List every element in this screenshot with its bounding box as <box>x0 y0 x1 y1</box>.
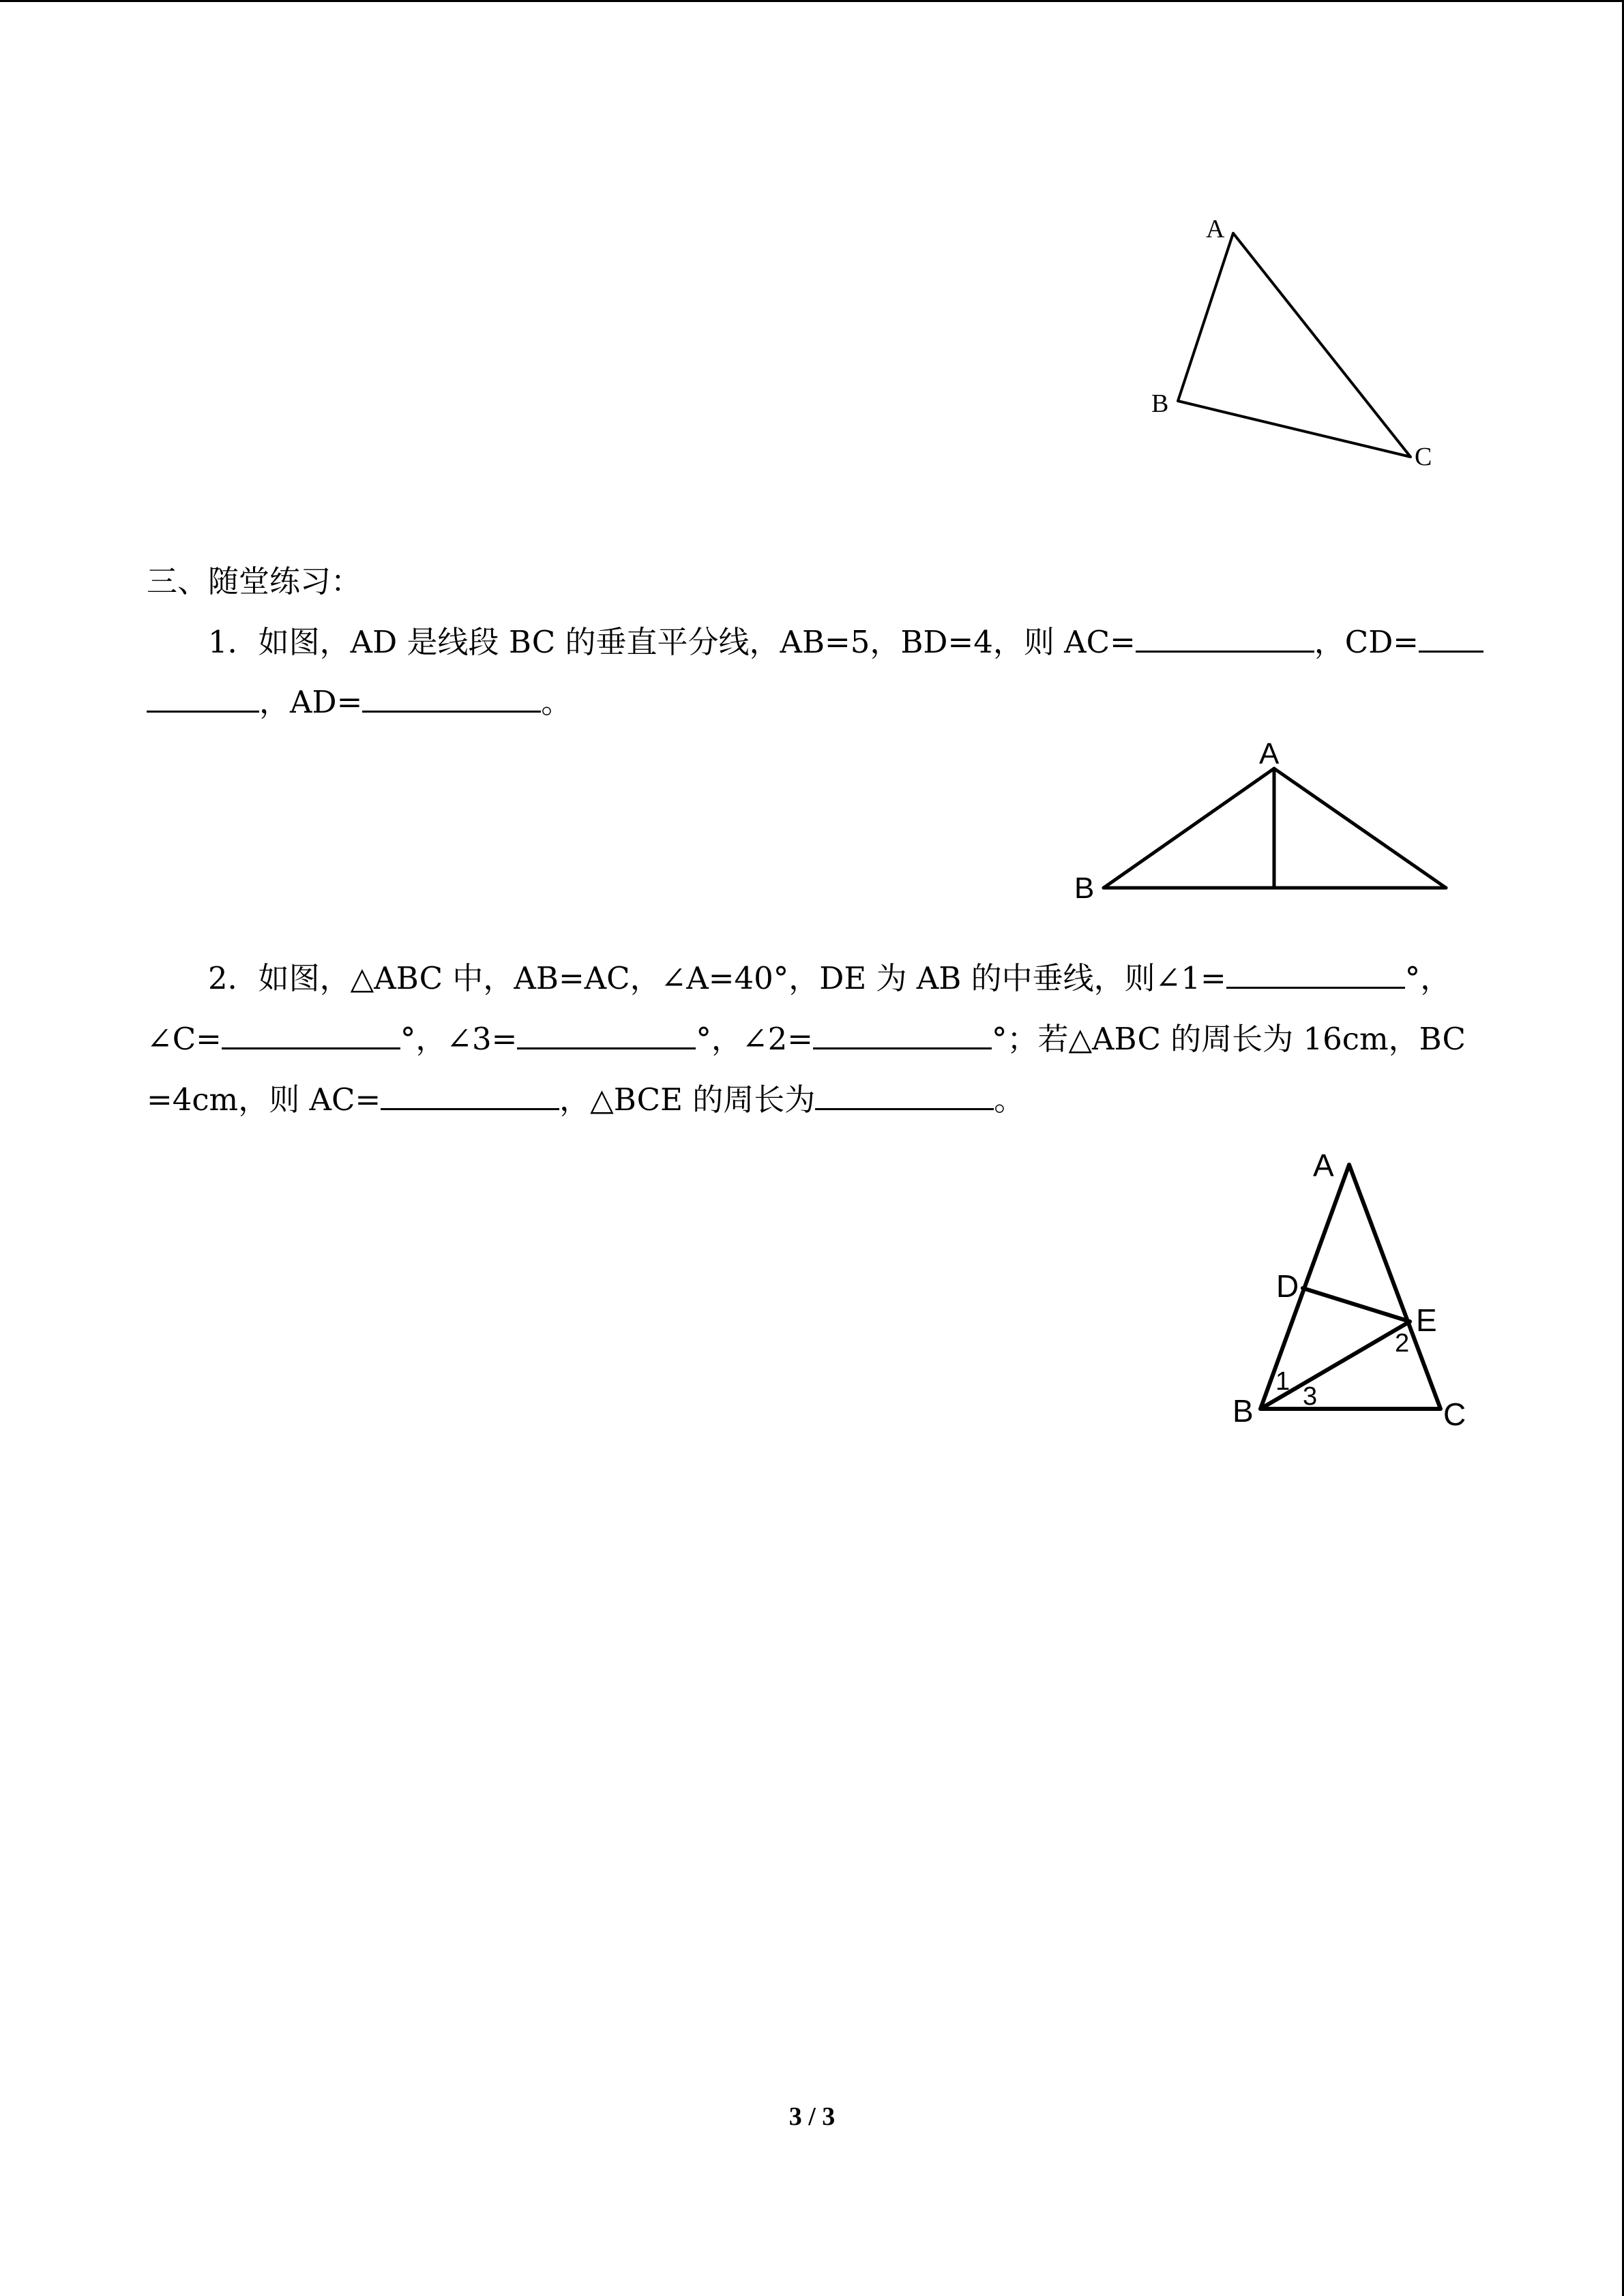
triangle-figure-q1 <box>1064 730 1473 914</box>
triangle-figure-q2 <box>1221 1139 1494 1439</box>
question-2-line-1: 2．如图，△ABC 中，AB=AC，∠A=40°，DE 为 AB 的中垂线，则∠1= °， <box>208 960 1451 996</box>
vertex-label-a: A <box>1259 737 1280 771</box>
angle-label-2: 2 <box>1395 1329 1410 1358</box>
segment-ab <box>1104 769 1274 888</box>
angle-label-3: 3 <box>1303 1382 1318 1411</box>
page-number: 3 / 3 <box>788 2102 836 2131</box>
triangle-figure-top <box>1132 205 1473 491</box>
vertex-label-c: C <box>1443 1397 1466 1432</box>
vertex-label-d: D <box>1276 1268 1299 1304</box>
answer-blank-angle-2[interactable] <box>813 1020 992 1049</box>
answer-blank-ad[interactable] <box>362 683 541 713</box>
page-border-top <box>0 0 1624 2</box>
segment-ac <box>1274 769 1446 888</box>
answer-blank-bce-perimeter[interactable] <box>815 1081 994 1110</box>
vertex-label-b: B <box>1151 389 1169 418</box>
question-1-line-1: 1．如图，AD 是线段 BC 的垂直平分线，AB=5，BD=4，则 AC= ，CD= <box>208 622 1483 663</box>
answer-blank-ac[interactable] <box>1136 623 1314 653</box>
vertex-label-a: A <box>1313 1148 1334 1183</box>
vertex-label-a: A <box>1206 215 1225 243</box>
vertex-label-b: B <box>1232 1393 1254 1429</box>
answer-blank-angle-1[interactable] <box>1226 959 1405 989</box>
section-heading: 三、随堂练习： <box>147 563 362 599</box>
answer-blank-angle-c[interactable] <box>222 1020 400 1049</box>
answer-blank-angle-3[interactable] <box>517 1020 696 1049</box>
segment-de <box>1303 1288 1410 1322</box>
answer-blank-cd-start[interactable] <box>1419 623 1483 653</box>
vertex-label-e: E <box>1416 1302 1437 1338</box>
answer-blank-cd-end[interactable] <box>147 683 259 713</box>
triangle-abc-outline <box>1178 233 1411 457</box>
answer-blank-ac-length[interactable] <box>381 1081 559 1110</box>
vertex-label-b: B <box>1074 871 1095 905</box>
question-2-line-3: =4cm，则 AC= ，△BCE 的周长为 。 <box>147 1082 1025 1118</box>
question-2-line-2: ∠C= °，∠3= °，∠2= °；若△ABC 的周长为 16cm，BC <box>147 1021 1466 1057</box>
angle-label-1: 1 <box>1275 1367 1290 1396</box>
vertex-label-c: C <box>1415 443 1432 471</box>
question-1-line-2: ，AD= 。 <box>147 682 572 723</box>
